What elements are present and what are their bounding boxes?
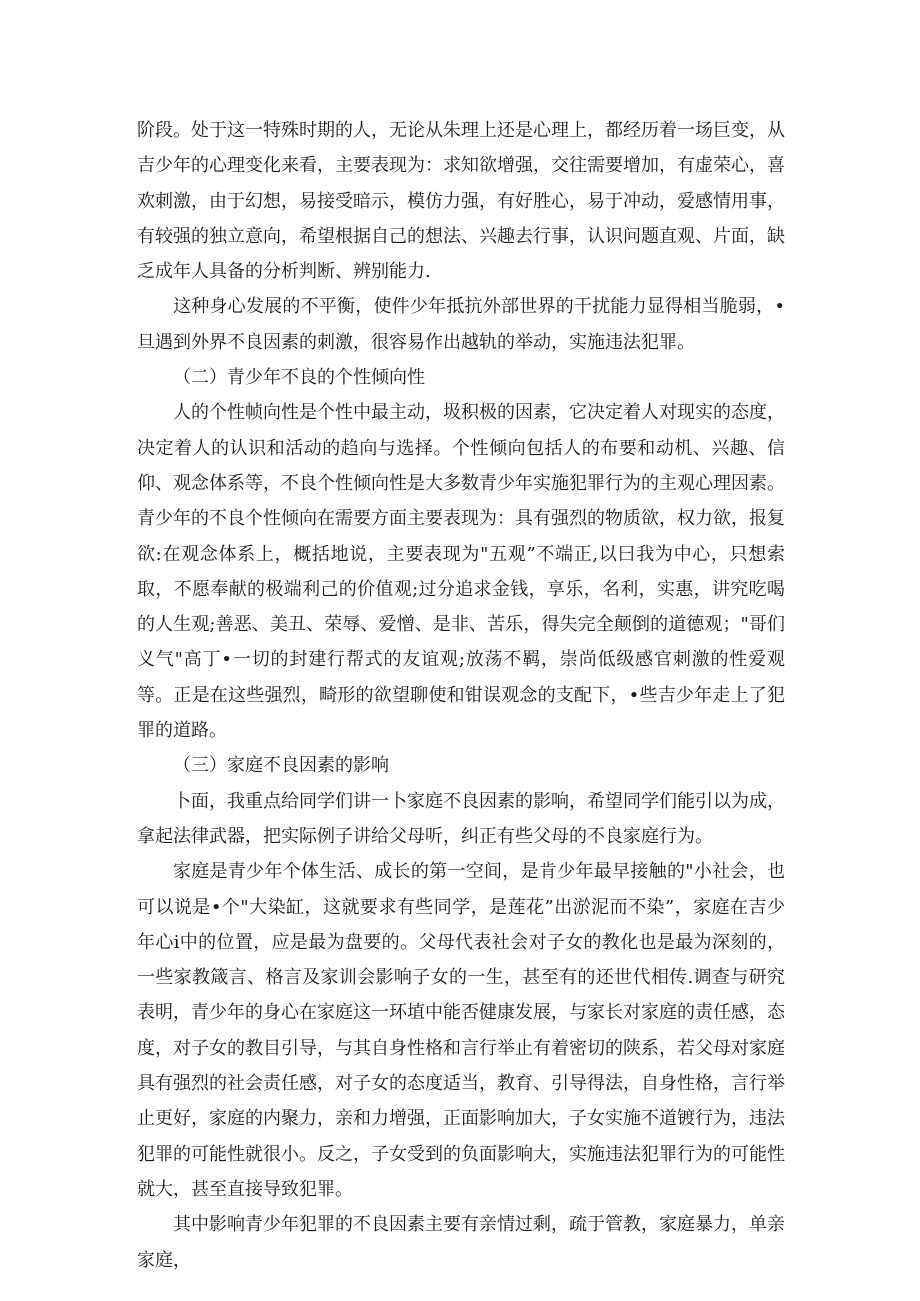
section-heading-family: （三）家庭不良因素的影响 — [173, 755, 389, 777]
section-heading-personality: （二）青少年不良的个性倾向性 — [173, 367, 425, 389]
paragraph-family-intro: 卜面，我重点给同学们讲一卜家庭不良因素的影响，希望同学们能引以为成，拿起法律武器，把实际例子讲给父母听，纠正有些父母的不良家庭行为。 — [137, 790, 785, 847]
paragraph-personality: 人的个性帧向性是个性中最主动，圾积极的因素，它决定着人对现实的态度，决定着人的认识和活动的趋向与选择。个性倾向包括人的布要和动机、兴趣、信仰、观念体系等，不良个性倾向性是大多数青少年实施犯罪行为的主观心理因素。青少年的不良个性倾向在需要方面主要表现为：具有强烈的物质欲，权力欲，报复欲:在观念体系上，概括地说，主要表现为"五观”不端正,以曰我为中心，只想索取，不愿奉献的极端利己的价值观;过分追求金钱，享乐，名利，实惠，讲究吃喝的人生观;善恶、美丑、荣辱、爱憎、是非、苦乐，得失完全颠倒的道德观；"哥们义气"高丁•一切的封建行帮式的友谊观;放荡不羁，崇尚低级感官刺激的性爱观等。正是在这些强烈，畸形的欲望聊使和钳误观念的支配下，•些吉少年走上了犯罪的道路。 — [137, 402, 785, 742]
document-body — [137, 113, 785, 1278]
paragraph-imbalance: 这种身心发展的不平衡，使件少年抵抗外部世界的干扰能力显得相当脆弱，•旦遇到外界不良因素的刺激，很容易作出越轨的举动，实施违法犯罪。 — [137, 296, 785, 353]
paragraph-family-environment: 家庭是青少年个体生活、成长的第一空间，是肯少年最早接触的"小社会，也可以说是•个"大染缸，这就要求有些同学，是莲花”出淤泥而不染”，家庭在吉少年心i中的位置，应是最为盘要的。父母代表社会对子女的教化也是最为深刻的，一些家教箴言、格言及家训会影响子女的一生，甚至有的还世代相传.调查与研究表明，青少年的身心在家庭这一环埴中能否健康发展，与家长对家庭的责任感，态度，对子女的教目引导，与其自身性格和言行举止有着密切的陕系，若父母对家庭具有强烈的社会责任感，对子女的态度适当，教育、引导得法，自身性格，言行举止更好，家庭的内聚力，亲和力增强，正面影响加大，子女实施不道镀行为，违法犯罪的可能性就很小。反之，子女受到的负面影响大，实施违法犯罪行为的可能性就大，甚至直接导致犯罪。 — [137, 861, 785, 1200]
paragraph-family-factors: 其中影响青少年犯罪的不良因素主要有亲情过剩，疏于管教，家庭暴力，单亲家庭， — [137, 1214, 785, 1271]
paragraph-stage-continuation: 阶段。处于这一特殊时期的人，无论从朱理上还是心理上，都经历着一场巨变，从吉少年的心理变化来看，主要表现为：求知欲增强，交往需要增加，有虚荣心，喜欢刺激，由于幻想，易接受暗示，模仿力强，有好胜心，易于冲动，爱感情用事，有较强的独立意向，希望根据自己的想法、兴趣去行事，认识问题直观、片面，缺乏成年人具备的分析判断、辨别能力. — [137, 120, 785, 283]
